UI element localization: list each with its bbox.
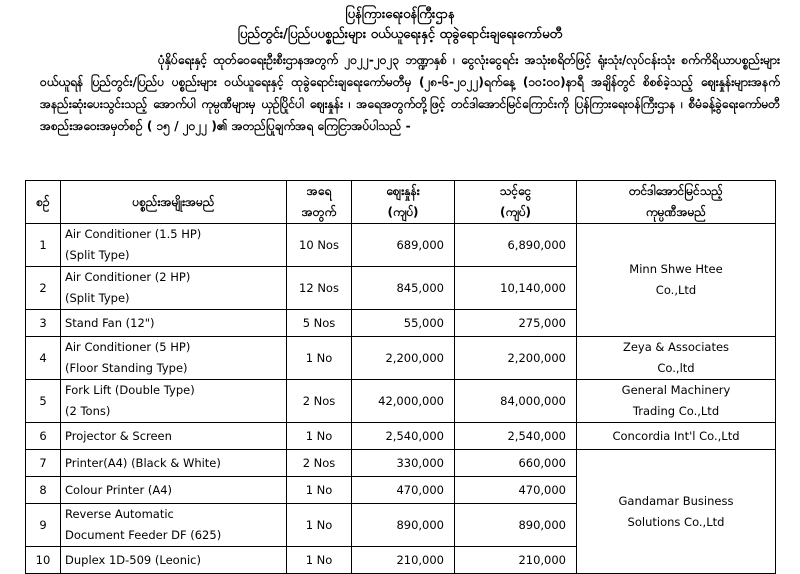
row-qty: 2 Nos bbox=[287, 450, 352, 477]
row-no: 10 bbox=[26, 547, 61, 574]
row-no: 5 bbox=[26, 380, 61, 423]
price-header-line1: ဈေးနှုန်း bbox=[386, 184, 420, 198]
row-price: 2,200,000 bbox=[352, 337, 455, 380]
row-price: 55,000 bbox=[352, 310, 455, 337]
row-qty: 1 No bbox=[287, 477, 352, 504]
supplier-line1: Gandamar Business bbox=[618, 493, 734, 508]
row-total: 470,000 bbox=[455, 477, 577, 504]
item-line2: (Split Type) bbox=[65, 248, 130, 262]
table-header-row bbox=[26, 181, 776, 224]
col-no-header: စဉ် bbox=[26, 181, 61, 224]
row-price: 890,000 bbox=[352, 504, 455, 547]
row-total: 2,200,000 bbox=[455, 337, 577, 380]
table-row bbox=[26, 380, 776, 423]
supplier-header-line2: ကုမ္ပဏီအမည် bbox=[645, 205, 707, 219]
row-qty: 1 No bbox=[287, 423, 352, 450]
row-price: 689,000 bbox=[352, 224, 455, 267]
supplier-cell bbox=[577, 224, 776, 337]
supplier-line1: General Machinery bbox=[621, 383, 731, 397]
supplier-cell: Concordia Int'l Co.,Ltd bbox=[577, 423, 776, 450]
item-line1: Air Conditioner (1.5 HP) bbox=[65, 227, 202, 241]
row-price: 330,000 bbox=[352, 450, 455, 477]
supplier-line2: Co.,Ltd bbox=[655, 283, 697, 297]
row-total: 84,000,000 bbox=[455, 380, 577, 423]
supplier-cell bbox=[577, 380, 776, 423]
supplier-line2: Trading Co.,Ltd bbox=[632, 404, 720, 418]
row-no: 6 bbox=[26, 423, 61, 450]
row-price: 470,000 bbox=[352, 477, 455, 504]
supplier-cell bbox=[577, 450, 776, 574]
row-total: 2,540,000 bbox=[455, 423, 577, 450]
row-price: 210,000 bbox=[352, 547, 455, 574]
col-supplier-header bbox=[577, 181, 776, 224]
row-qty: 12 Nos bbox=[287, 267, 352, 310]
row-no: 4 bbox=[26, 337, 61, 380]
item-line2: (Floor Standing Type) bbox=[65, 361, 188, 375]
item-line2: Document Feeder DF (625) bbox=[65, 528, 222, 542]
item-line1: Air Conditioner (2 HP) bbox=[65, 270, 191, 284]
table-row bbox=[26, 337, 776, 380]
row-item bbox=[61, 267, 287, 310]
row-total: 6,890,000 bbox=[455, 224, 577, 267]
row-no: 9 bbox=[26, 504, 61, 547]
row-price: 845,000 bbox=[352, 267, 455, 310]
row-qty: 1 No bbox=[287, 337, 352, 380]
item-line1: Reverse Automatic bbox=[65, 507, 174, 521]
row-no: 7 bbox=[26, 450, 61, 477]
row-item: Stand Fan (12") bbox=[61, 310, 287, 337]
row-item: Colour Printer (A4) bbox=[61, 477, 287, 504]
row-item bbox=[61, 380, 287, 423]
row-qty: 10 Nos bbox=[287, 224, 352, 267]
row-qty: 5 Nos bbox=[287, 310, 352, 337]
supplier-cell bbox=[577, 337, 776, 380]
supplier-line2: Co.,ltd bbox=[657, 361, 695, 375]
row-item: Projector & Screen bbox=[61, 423, 287, 450]
tender-results-table bbox=[25, 180, 776, 574]
col-item-header: ပစ္စည်းအမျိုးအမည် bbox=[61, 181, 287, 224]
committee-title: ပြည်တွင်း/ပြည်ပပစ္စည်းများ ဝယ်ယူရေးနှင့် ထုခွဲရောင်းချရေးကော်မတီ bbox=[237, 27, 563, 42]
row-item: Duplex 1D-509 (Leonic) bbox=[61, 547, 287, 574]
item-line1: Air Conditioner (5 HP) bbox=[65, 340, 191, 354]
col-price-header bbox=[352, 181, 455, 224]
row-total: 210,000 bbox=[455, 547, 577, 574]
total-header-line2: (ကျပ်) bbox=[499, 205, 532, 219]
row-price: 42,000,000 bbox=[352, 380, 455, 423]
row-qty: 2 Nos bbox=[287, 380, 352, 423]
row-total: 275,000 bbox=[455, 310, 577, 337]
qty-header-line2: အတွက် bbox=[301, 205, 337, 219]
col-qty-header bbox=[287, 181, 352, 224]
row-qty: 1 No bbox=[287, 547, 352, 574]
supplier-header-line1: တင်ဒါအောင်မြင်သည့် bbox=[628, 184, 724, 198]
price-header-line2: (ကျပ်) bbox=[387, 205, 419, 219]
row-no: 3 bbox=[26, 310, 61, 337]
row-total: 890,000 bbox=[455, 504, 577, 547]
row-price: 2,540,000 bbox=[352, 423, 455, 450]
row-item bbox=[61, 224, 287, 267]
ministry-title: ပြန်ကြားရေးဝန်ကြီးဌာန bbox=[345, 7, 455, 22]
row-no: 2 bbox=[26, 267, 61, 310]
announcement-paragraph: ပုံနှိပ်ရေးနှင့် ထုတ်ဝေရေးဦးစီးဌာနအတွက် ၂၀၂၂-၂၀၂၃ ဘဏ္ဍာနှစ် ၊ ငွေလုံးငွေရင်း အသုံးစရိတ်ဖြင့် ရုံးသုံး/လုပ်ငန်းသုံး စက်ကိရိယာပစ္စည်းများ ဝယ်ယူရန် ပြည်တွင်း/ပြည်ပ ပစ္စည်းများ ဝယ်ယူရေးနှင့် ထုခွဲရောင်းချရေးကော်မတီမှ (၂၈-၆-၂၀၂၂)ရက်နေ့ (၁၀:၀၀)နာရီ အချိန်တွင် စိစစ်ခဲ့သည့် ဈေးနှုန်းများအနက် အနည်းဆုံးပေးသွင်းသည့် အောက်ပါ ကုမ္ပဏီများမှ ယှဉ်ပြိုင်ပါ ဈေးနှုန်း ၊ အရေအတွက်တို့ဖြင့် တင်ဒါအောင်မြင်ကြောင်းကို ပြန်ကြားရေးဝန်ကြီးဌာန ၊ စီမံခန့်ခွဲရေးကော်မတီ အစည်းအဝေးအမှတ်စဉ် ( ၁၅ / ၂၀၂၂ )၏ အတည်ပြုချက်အရ ကြေငြာအပ်ပါသည် - bbox=[40, 53, 780, 133]
row-total: 660,000 bbox=[455, 450, 577, 477]
row-qty: 1 No bbox=[287, 504, 352, 547]
qty-header-line1: အရေ bbox=[306, 184, 332, 198]
row-no: 1 bbox=[26, 224, 61, 267]
item-line1: Fork Lift (Double Type) bbox=[65, 383, 195, 397]
table-row bbox=[26, 423, 776, 450]
table-row bbox=[26, 224, 776, 267]
item-line2: (Split Type) bbox=[65, 291, 130, 305]
row-item: Printer(A4) (Black & White) bbox=[61, 450, 287, 477]
row-item bbox=[61, 504, 287, 547]
row-total: 10,140,000 bbox=[455, 267, 577, 310]
row-no: 8 bbox=[26, 477, 61, 504]
col-total-header bbox=[455, 181, 577, 224]
row-item bbox=[61, 337, 287, 380]
table-row bbox=[26, 450, 776, 477]
total-header-line1: သင့်ငွေ bbox=[499, 184, 532, 198]
supplier-line1: Zeya & Associates bbox=[622, 340, 730, 354]
item-line2: (2 Tons) bbox=[65, 404, 111, 418]
supplier-line2: Solutions Co.,Ltd bbox=[627, 514, 725, 529]
supplier-line1: Minn Shwe Htee bbox=[629, 262, 723, 276]
